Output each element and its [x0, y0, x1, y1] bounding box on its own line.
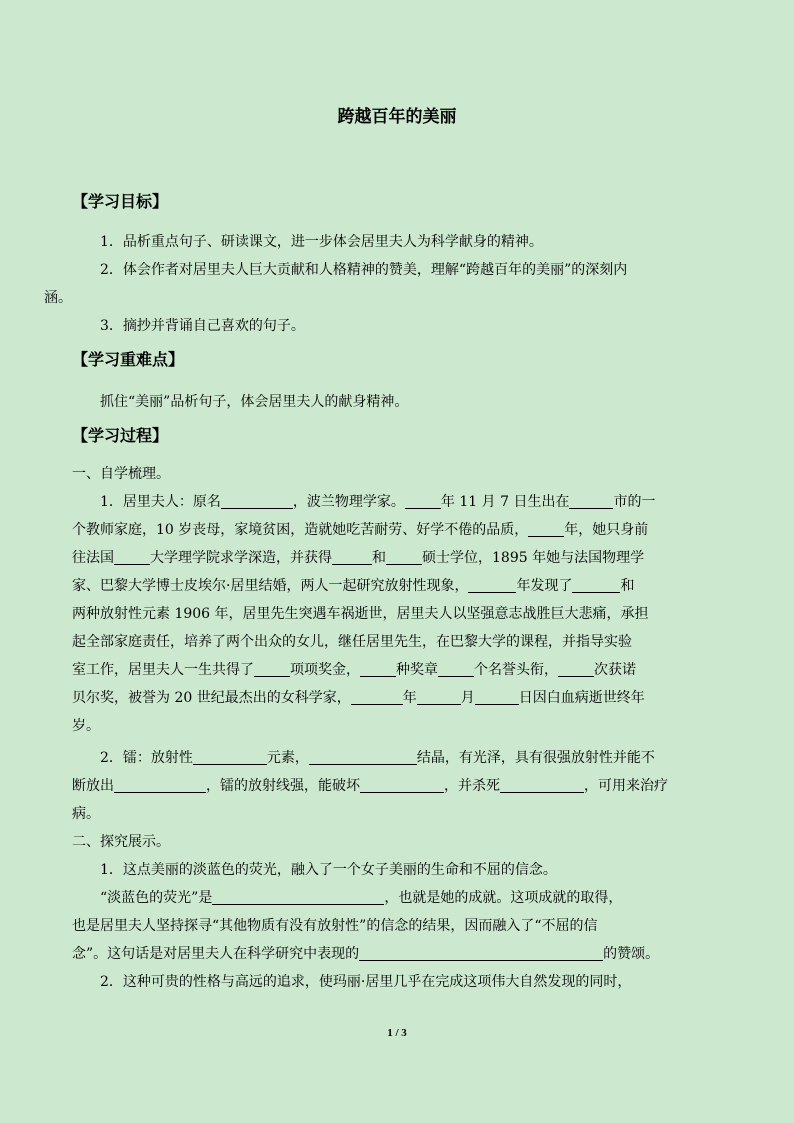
process-body: [72, 460, 722, 996]
e1-line-3: 也是居里夫人坚持探寻“其他物质有没有放射性”的信念的结果，因而融入了“不屈的信: [72, 918, 598, 934]
goals-heading: 【学习目标】: [72, 192, 169, 211]
q1-line-6: 起全部家庭责任，培养了两个出众的女儿，继任居里先生，在巴黎大学的课程，并指导实验: [72, 634, 632, 650]
e1-line-2: “淡蓝色的荧光”是 ，也就是她的成就。这项成就的取得，: [100, 890, 623, 906]
blank-field[interactable]: [386, 548, 422, 565]
blank-field[interactable]: [360, 660, 396, 677]
blank-field[interactable]: [468, 576, 516, 593]
q2-line-1: 2．镭：放射性 元素， 结晶，有光泽，具有很强放射性并能不: [100, 750, 655, 766]
blank-field[interactable]: [332, 548, 372, 565]
q1-line-8: 贝尔奖，被誉为 20 世纪最杰出的女科学家， 年 月 日因白血病逝世终年: [72, 690, 645, 706]
goal-item-cont: 涵。: [44, 290, 72, 306]
blank-field[interactable]: [221, 492, 293, 509]
blank-field[interactable]: [475, 688, 519, 705]
blank-field[interactable]: [351, 688, 403, 705]
process-heading: 【学习过程】: [72, 426, 169, 445]
section-2-heading: 二、探究展示。: [72, 834, 170, 850]
goal-item: 2．体会作者对居里夫人巨大贡献和人格精神的赞美，理解“跨越百年的美丽”的深刻内: [100, 262, 628, 278]
blank-field[interactable]: [558, 660, 594, 677]
blank-field[interactable]: [114, 776, 206, 793]
q2-line-3: 病。: [72, 806, 100, 822]
blank-field[interactable]: [254, 660, 290, 677]
e1-line-4: 念”。这句话是对居里夫人在科学研究中表现的 的赞颂。: [72, 946, 660, 962]
blank-field[interactable]: [572, 576, 620, 593]
section-1-heading: 一、自学梳理。: [72, 466, 170, 482]
blank-field[interactable]: [569, 492, 613, 509]
q2-line-2: 断放出 ，镭的放射线强，能破坏 ，并杀死 ，可用来治疗: [72, 778, 668, 794]
goal-item: 1．品析重点句子、研读课文，进一步体会居里夫人为科学献身的精神。: [100, 234, 543, 250]
blank-field[interactable]: [417, 688, 461, 705]
q1-line-5: 两种放射性元素 1906 年，居里先生突遇车祸逝世，居里夫人以坚强意志战胜巨大悲痛，承担: [72, 606, 649, 622]
keypoints-text: 抓住“美丽”品析句子，体会居里夫人的献身精神。: [100, 394, 409, 410]
q1-line-2: 个教师家庭，10 岁丧母，家境贫困，造就她吃苦耐劳、好学不倦的品质， 年，她只身前: [72, 522, 649, 538]
blank-field[interactable]: [438, 660, 474, 677]
blank-field[interactable]: [359, 944, 603, 961]
blank-field[interactable]: [405, 492, 441, 509]
keypoints-heading: 【学习重难点】: [72, 350, 185, 369]
q1-line-9: 岁。: [72, 718, 100, 734]
goal-item: 3．摘抄并背诵自己喜欢的句子。: [100, 318, 305, 334]
q1-line-1: 1．居里夫人：原名 ，波兰物理学家。 年 11 月 7 日生出在 市的一: [100, 494, 656, 510]
e1-line-1: 1．这点美丽的淡蓝色的荧光，融入了一个女子美丽的生命和不屈的信念。: [100, 862, 557, 878]
goals-list: [44, 228, 722, 340]
blank-field[interactable]: [500, 776, 584, 793]
blank-field[interactable]: [212, 888, 384, 905]
blank-field[interactable]: [309, 748, 417, 765]
q1-line-7: 室工作，居里夫人一生共得了 项项奖金， 种奖章 个名誉头衔， 次获诺: [72, 662, 636, 678]
blank-field[interactable]: [114, 548, 150, 565]
blank-field[interactable]: [528, 520, 564, 537]
page-number: 1 / 3: [387, 1027, 407, 1039]
e2-line-1: 2．这种可贵的性格与高远的追求，使玛丽·居里几乎在完成这项伟大自然发现的同时，: [100, 974, 632, 990]
page-title: 跨越百年的美丽: [337, 107, 457, 127]
blank-field[interactable]: [360, 776, 444, 793]
q1-line-3: 往法国 大学理学院求学深造，并获得 和 硕士学位，1895 年她与法国物理学: [72, 550, 645, 566]
q1-line-4: 家、巴黎大学博士皮埃尔·居里结婚，两人一起研究放射性现象， 年发现了 和: [72, 578, 635, 594]
blank-field[interactable]: [193, 748, 267, 765]
